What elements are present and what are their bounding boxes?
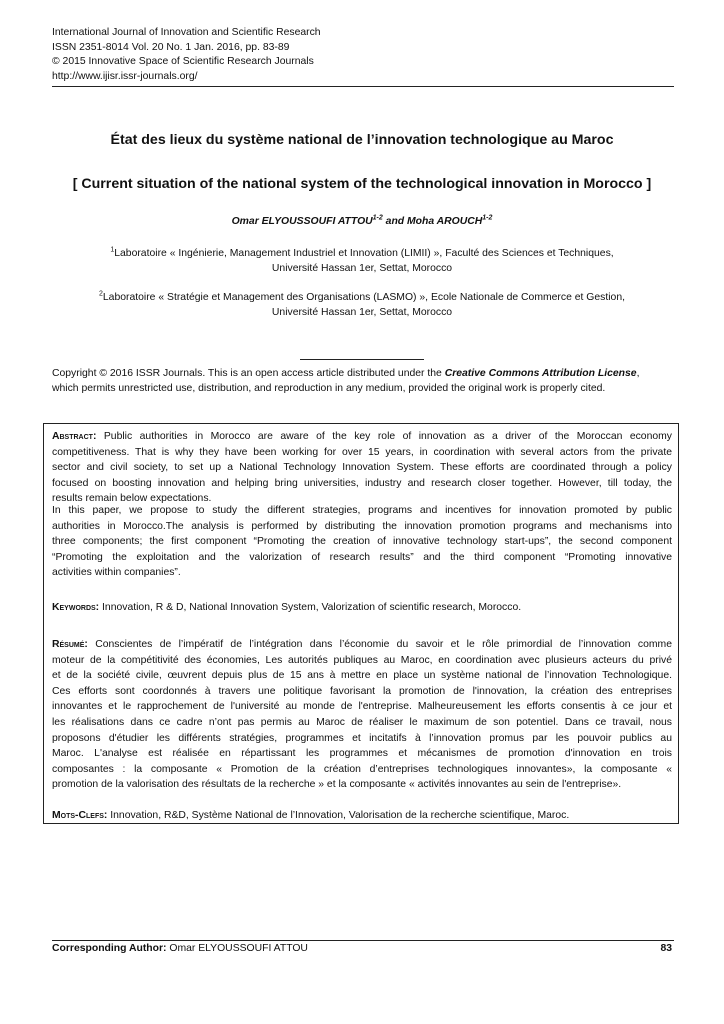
- affiliation-2-line1: Laboratoire « Stratégie et Management des Organisations (LASMO) », Ecole Nationale de Commerce et Gestion,: [102, 292, 625, 303]
- abstract-line: results remain below expectations.: [52, 493, 212, 505]
- keywords-text: Innovation, R & D, National Innovation System, Valorization of scientific research, Morocco.: [99, 602, 522, 613]
- journal-copyright: © 2015 Innovative Space of Scientific Research Journals: [52, 56, 314, 68]
- journal-header: [52, 26, 672, 84]
- abstract-paragraph-1: [52, 429, 672, 507]
- separator-rule: [300, 359, 424, 360]
- page-number: 83: [660, 943, 672, 954]
- affiliation-1-number: 1: [110, 246, 115, 254]
- authors-line: [52, 216, 672, 227]
- abstract-line: competitiveness. That is why they have been working for over 15 years, in coordination with several actors from the private: [52, 446, 672, 458]
- resume-line: les réalisations dans ce cadre n’ont pas permis au Maroc de réaliser le maximum de son potentiel. Dans ce travail, nous: [52, 716, 672, 728]
- affiliation-2-number: 2: [98, 290, 103, 298]
- affiliation-2-line2: Université Hassan 1er, Settat, Morocco: [271, 307, 453, 318]
- authors-conjunction: and: [382, 216, 408, 227]
- resume-line: Maroc. L'analyse est réalisée en répartissant les programmes et mécanismes de promotion d'innovation en trois: [52, 748, 672, 760]
- corresponding-author-label: Corresponding Author:: [52, 943, 167, 954]
- abstract-paragraph-2: [52, 503, 672, 581]
- journal-url[interactable]: http://www.ijisr.issr-journals.org/: [52, 70, 198, 82]
- keywords: [52, 600, 672, 616]
- abstract-line: three components; the first component “Promoting the creation of innovative technology start-ups”, the second component: [52, 536, 672, 548]
- corresponding-author-name: Omar ELYOUSSOUFI ATTOU: [166, 943, 308, 954]
- abstract-line: activities within companies”.: [52, 567, 181, 579]
- resume-line: innovantes et le rapprochement de l'université au monde de l'entreprise. Malheureusement les efforts consentis à ce jour et: [52, 701, 672, 713]
- title-french: État des lieux du système national de l’innovation technologique au Maroc: [110, 132, 614, 148]
- author-2-affil: 1-2: [482, 214, 493, 222]
- mots-clefs: [52, 808, 672, 824]
- author-1: Omar ELYOUSSOUFI ATTOU: [231, 216, 373, 227]
- abstract-line: authorities in Morocco.The analysis is performed by distributing the innovation promotion programs and mechanisms into: [52, 520, 672, 532]
- affiliation-2: [52, 290, 672, 320]
- resume-line: Conscientes de l’impératif de l’intégration dans l’économie du savoir et le rôle primordial de l’innovation comme: [87, 639, 672, 650]
- footer-rule: [52, 940, 674, 941]
- resume-line: proposons d'étudier les différents stratégies, programmes et incitatifs à l’innovation promus par les pouvoir publics au: [52, 732, 672, 744]
- resume-line: moteur de la compétitivité des économies, Les autorités publiques au Maroc, en coordination avec plusieurs acteurs du privé: [52, 654, 672, 666]
- abstract-line: In this paper, we propose to study the different strategies, programs and incentives for innovation promoted by public: [52, 505, 672, 516]
- title-english: [ Current situation of the national system of the technological innovation in Morocco ]: [72, 176, 652, 192]
- affiliation-1-line1: Laboratoire « Ingénierie, Management Industriel et Innovation (LIMII) », Faculté des Sciences et Techniques,: [114, 248, 614, 259]
- mots-clefs-heading: Mots-Clefs:: [52, 810, 108, 821]
- abstract-line: “Promoting the exploitation and the valorization of research results” and the third component “Promoting innovative: [52, 551, 672, 563]
- copyright-text: Copyright © 2016 ISSR Journals. This is an open access article distributed under the: [52, 368, 445, 379]
- author-2: Moha AROUCH: [407, 216, 483, 227]
- affiliation-1: [52, 246, 672, 276]
- mots-clefs-text: Innovation, R&D, Système National de l’Innovation, Valorisation de la recherche scientifique, Maroc.: [107, 810, 570, 821]
- footer: [52, 943, 672, 954]
- license-link[interactable]: Creative Commons Attribution License: [444, 368, 637, 379]
- journal-name: International Journal of Innovation and Scientific Research: [52, 27, 321, 38]
- abstract-line: focused on boosting innovation and helping bring universities, industry and research closer together. However, till today, the: [52, 477, 672, 489]
- resume-line: Ces efforts sont coordonnés à travers une politique favorisant la promotion de l'innovation, la création des entreprises: [52, 685, 672, 697]
- copyright-line2: which permits unrestricted use, distribution, and reproduction in any medium, provided the original work is properly cited.: [52, 383, 606, 395]
- author-1-affil: 1-2: [372, 214, 383, 222]
- abstract-line: Public authorities in Morocco are aware of the key role of innovation as a driver of the Moroccan economy: [96, 431, 672, 442]
- copyright-notice: [52, 366, 672, 397]
- resume-line: et de la société civile, œuvrent depuis plus de 15 ans à mettre en place un système national de l’innovation Technologique.: [52, 670, 672, 682]
- affiliation-1-line2: Université Hassan 1er, Settat, Morocco: [271, 263, 453, 274]
- resume-paragraph: [52, 637, 672, 793]
- abstract-heading: Abstract:: [52, 431, 97, 442]
- resume-line: composantes : la composante « Promotion de la création d’entreprises technologiques innovantes», la composante «: [52, 763, 672, 775]
- keywords-heading: Keywords:: [52, 602, 100, 613]
- resume-line: promotion de la valorisation des résultats de la recherche » et la composante « activités innovantes au sein de l'entreprise».: [52, 779, 622, 791]
- copyright-comma: ,: [636, 368, 640, 379]
- abstract-line: sector and civil society, to set up a National Technology Innovation System. These efforts are coordinated through a policy: [52, 462, 672, 474]
- journal-issn: ISSN 2351-8014 Vol. 20 No. 1 Jan. 2016, pp. 83-89: [52, 41, 290, 53]
- resume-heading: Résumé:: [52, 639, 88, 650]
- header-rule: [52, 86, 674, 87]
